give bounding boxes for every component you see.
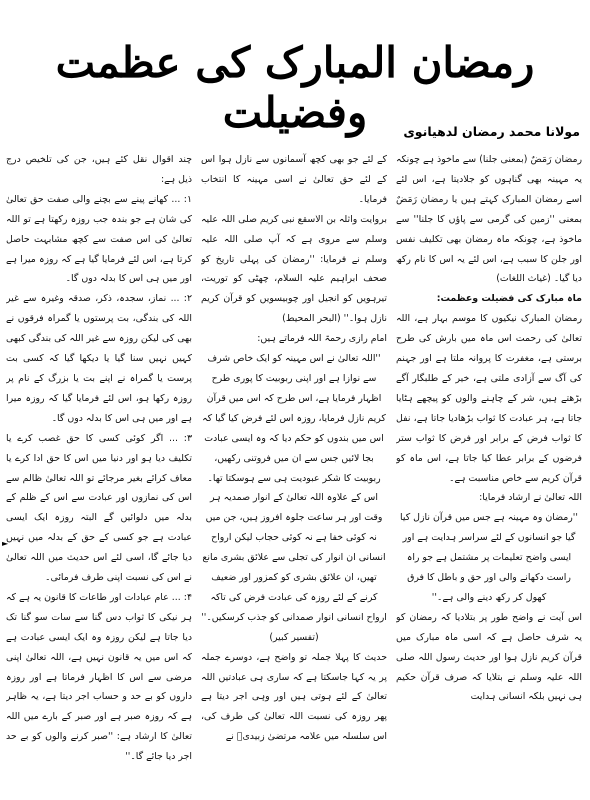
quran-quote: ''رمضان وہ مہینہ ہے جس میں قرآن نازل کیا گیا جو انسانوں کے لئے سراسر ہدایت ہے اور ایسی واضح تعلیمات پر مشتمل ہے جو راہ راست دکھانے والی اور حق و باطل کا فرق کھول کر رکھ دینے والی ہے۔''	[400, 512, 578, 603]
paragraph: چند اقوال نقل کئے ہیں، جن کی تلخیص درج ذیل ہے:	[6, 154, 192, 185]
column-middle	[201, 150, 387, 794]
list-item: ۱: ... کھانے پینے سے بچنے والی صفت حق تعالیٰ کی شان ہے جو بندہ جب روزہ رکھتا ہے تو اللہ تعالیٰ کی اس صفت سے کچھ مشابہت حاصل کرتا ہے، اس لئے فرمایا گیا ہے کہ روزہ میرا ہے اور میں ہی اس کا بدلہ دوں گا۔	[6, 193, 192, 285]
paragraph: کے لئے جو بھی کچھ آسمانوں سے نازل ہوا اس کے لئے حق تعالیٰ نے اسی مہینہ کا انتخاب فرمایا۔	[201, 154, 387, 205]
article-body	[6, 150, 582, 794]
paragraph: اللہ تعالیٰ نے ارشاد فرمایا:	[479, 492, 582, 504]
column-right	[396, 150, 582, 794]
list-item: ۲: ... نماز، سجدہ، ذکر، صدقہ وغیرہ سے غیر اللہ کی بندگی، بت پرستوں یا گمراہ فرقوں نے بھی کی لیکن روزہ سے غیر اللہ کی بندگی کبھی کہیں نہیں سنا گیا یا دیکھا گیا کہ کسی بت پرست یا گمراہ نے اپنے بت یا بزرگ کے نام پر روزہ رکھا ہو، اس لئے فرمایا گیا کہ روزہ میرا ہے اور میں ہی اس کا بدلہ دوں گا۔	[6, 293, 192, 424]
paragraph: امام رازی رحمۃ اللہ فرماتے ہیں:	[257, 333, 387, 345]
paragraph: رمضان رَمَضٌ (بمعنی جلنا) سے ماخوذ ہے چونکہ یہ مہینہ بھی گناہوں کو جلادیتا ہے، اس لئے اسے رمضان المبارک کہتے ہیں یا رمضان رَمَضٌ بمعنی ''زمین کی گرمی سے پاؤں کا جلنا'' سے ماخوذ ہے، چونکہ ماہ رمضان بھی تکلیف نفس اور جلن کا سبب ہے، اس لئے یہ اس کا نام رکھ دیا گیا۔ (غیاث اللغات)	[396, 154, 582, 285]
list-item: ۳: ... اگر کوئی کسی کا حق غصب کرے یا تکلیف دیا ہو اور دنیا میں اس کا حق ادا کرے یا معاف کرائے بغیر مرجائے تو اللہ تعالیٰ ظالم سے اس کی نمازوں اور عبادت سے اس کے ظلم کے بدلہ میں دلوائیں گے البتہ روزہ ایک ایسی عبادت ہے جو کسی کے حق کے بدلہ میں نہیں دیا جائے گا، اسی لئے اس حدیث میں اللہ تعالیٰ نے اس کی نسبت اپنی طرف فرمائی۔	[6, 432, 192, 584]
margin-arrow-icon: ►	[2, 539, 9, 548]
tafsir-quote: ''اللہ تعالیٰ نے اس مہینہ کو ایک خاص شرف سے نوازا ہے اور اپنی ربوبیت کا پوری طرح اظہار فرمایا ہے، اس طرح کہ اس میں قرآن کریم نازل فرمایا، روزہ اس لئے فرض کیا گیا کہ اس میں بندوں کو حکم دیا کہ وہ ایسی عبادت بجا لائیں جس سے ان میں فروتنی رکھیں، ربوبیت کا شکر عبودیت ہی سے ہوسکتا تھا۔ اس کے علاوہ اللہ تعالیٰ کے انوار صمدیہ ہر وقت اور ہر ساعت جلوہ افروز ہیں، جن میں نہ کوئی خفا ہے نہ کوئی حجاب لیکن ارواح انسانی ان انوار کی تجلی سے علائق بشری مانع تھیں، ان علائق بشری کو کمزور اور ضعیف کرنے کے لئے روزہ کی عبادت فرض کی تاکہ ارواح انسانی انوار صمدانی کو جذب کرسکیں۔'' (تفسیر کبیر)	[201, 353, 387, 643]
paragraph: حدیث کا پہلا جملہ تو واضح ہے، دوسرے جملہ پر یہ کہا جاسکتا ہے کہ ساری ہی عبادتیں اللہ تعالیٰ کے لئے ہوتی ہیں اور وہی اجر دیتا ہے پھر روزہ کی نسبت اللہ تعالیٰ کی طرف کی، اس سلسلہ میں علامہ مرتضیٰ زبیدیؒ نے	[201, 651, 387, 743]
paragraph: بروایت واثلہ بن الاسقع نبی کریم صلی اللہ علیہ وسلم سے مروی ہے کہ آپ صلی اللہ علیہ وسلم نے فرمایا: ''رمضان کی پہلی تاریخ کو صحف ابراہیم علیہ السلام، چھٹی کو توریت، تیرہویں کو انجیل اور چوبیسویں کو قرآن کریم نازل ہوا۔'' (البحر المحیط)	[201, 213, 387, 325]
paragraph: رمضان المبارک نیکیوں کا موسم بہار ہے، اللہ تعالیٰ کی رحمت اس ماہ میں بارش کی طرح برستی ہے، مغفرت کا پروانہ ملتا ہے اور جہنم کی آگ سے آزادی ملتی ہے، خیر کے طلبگار آگے بڑھتے ہیں، شر کے چاہنے والوں کو پیچھے ہٹایا جاتا ہے، ہر عبادت کا ثواب بڑھادیا جاتا ہے، نفل کا ثواب فرض کے برابر اور فرض کا ثواب ستر فرضوں کے برابر عطا کیا جاتا ہے، اس ماہ کو قرآن کریم سے خاص مناسبت ہے۔	[396, 313, 582, 484]
column-left	[6, 150, 192, 794]
section-heading: ماہ مبارک کی فضیلت وعظمت:	[436, 293, 582, 305]
list-item: ۴: ... عام عبادات اور طاعات کا قانون یہ ہے کہ ہر نیکی کا ثواب دس گنا سے سات سو گنا تک دیا جاتا ہے لیکن روزہ وہ ایک ایسی عبادت ہے کہ اس میں یہ قانون نہیں ہے، اللہ تعالیٰ اپنی مرضی سے اس کا اظہار فرماتا ہے اور روزہ داروں کو بے حد و حساب اجر دیتا ہے، یہ ظاہر ہے کہ روزہ صبر ہے اور صبر کے بارے میں اللہ تعالیٰ کا ارشاد ہے: ''صبر کرنے والوں کو بے حد اجر دیا جائے گا۔''	[6, 591, 192, 763]
author-byline: مولانا محمد رمضان لدھیانوی	[403, 124, 580, 139]
paragraph: اس آیت نے واضح طور پر بتلادیا کہ رمضان کو یہ شرف حاصل ہے کہ اسی ماہ مبارک میں قرآن کریم نازل ہوا اور حدیث رسول اللہ صلی اللہ علیہ وسلم نے بتلایا کہ صرف قرآن حکیم ہی نہیں بلکہ انسانی ہدایت	[396, 611, 582, 703]
page-title: رمضان المبارک کی عظمت وفضیلت	[55, 38, 535, 137]
